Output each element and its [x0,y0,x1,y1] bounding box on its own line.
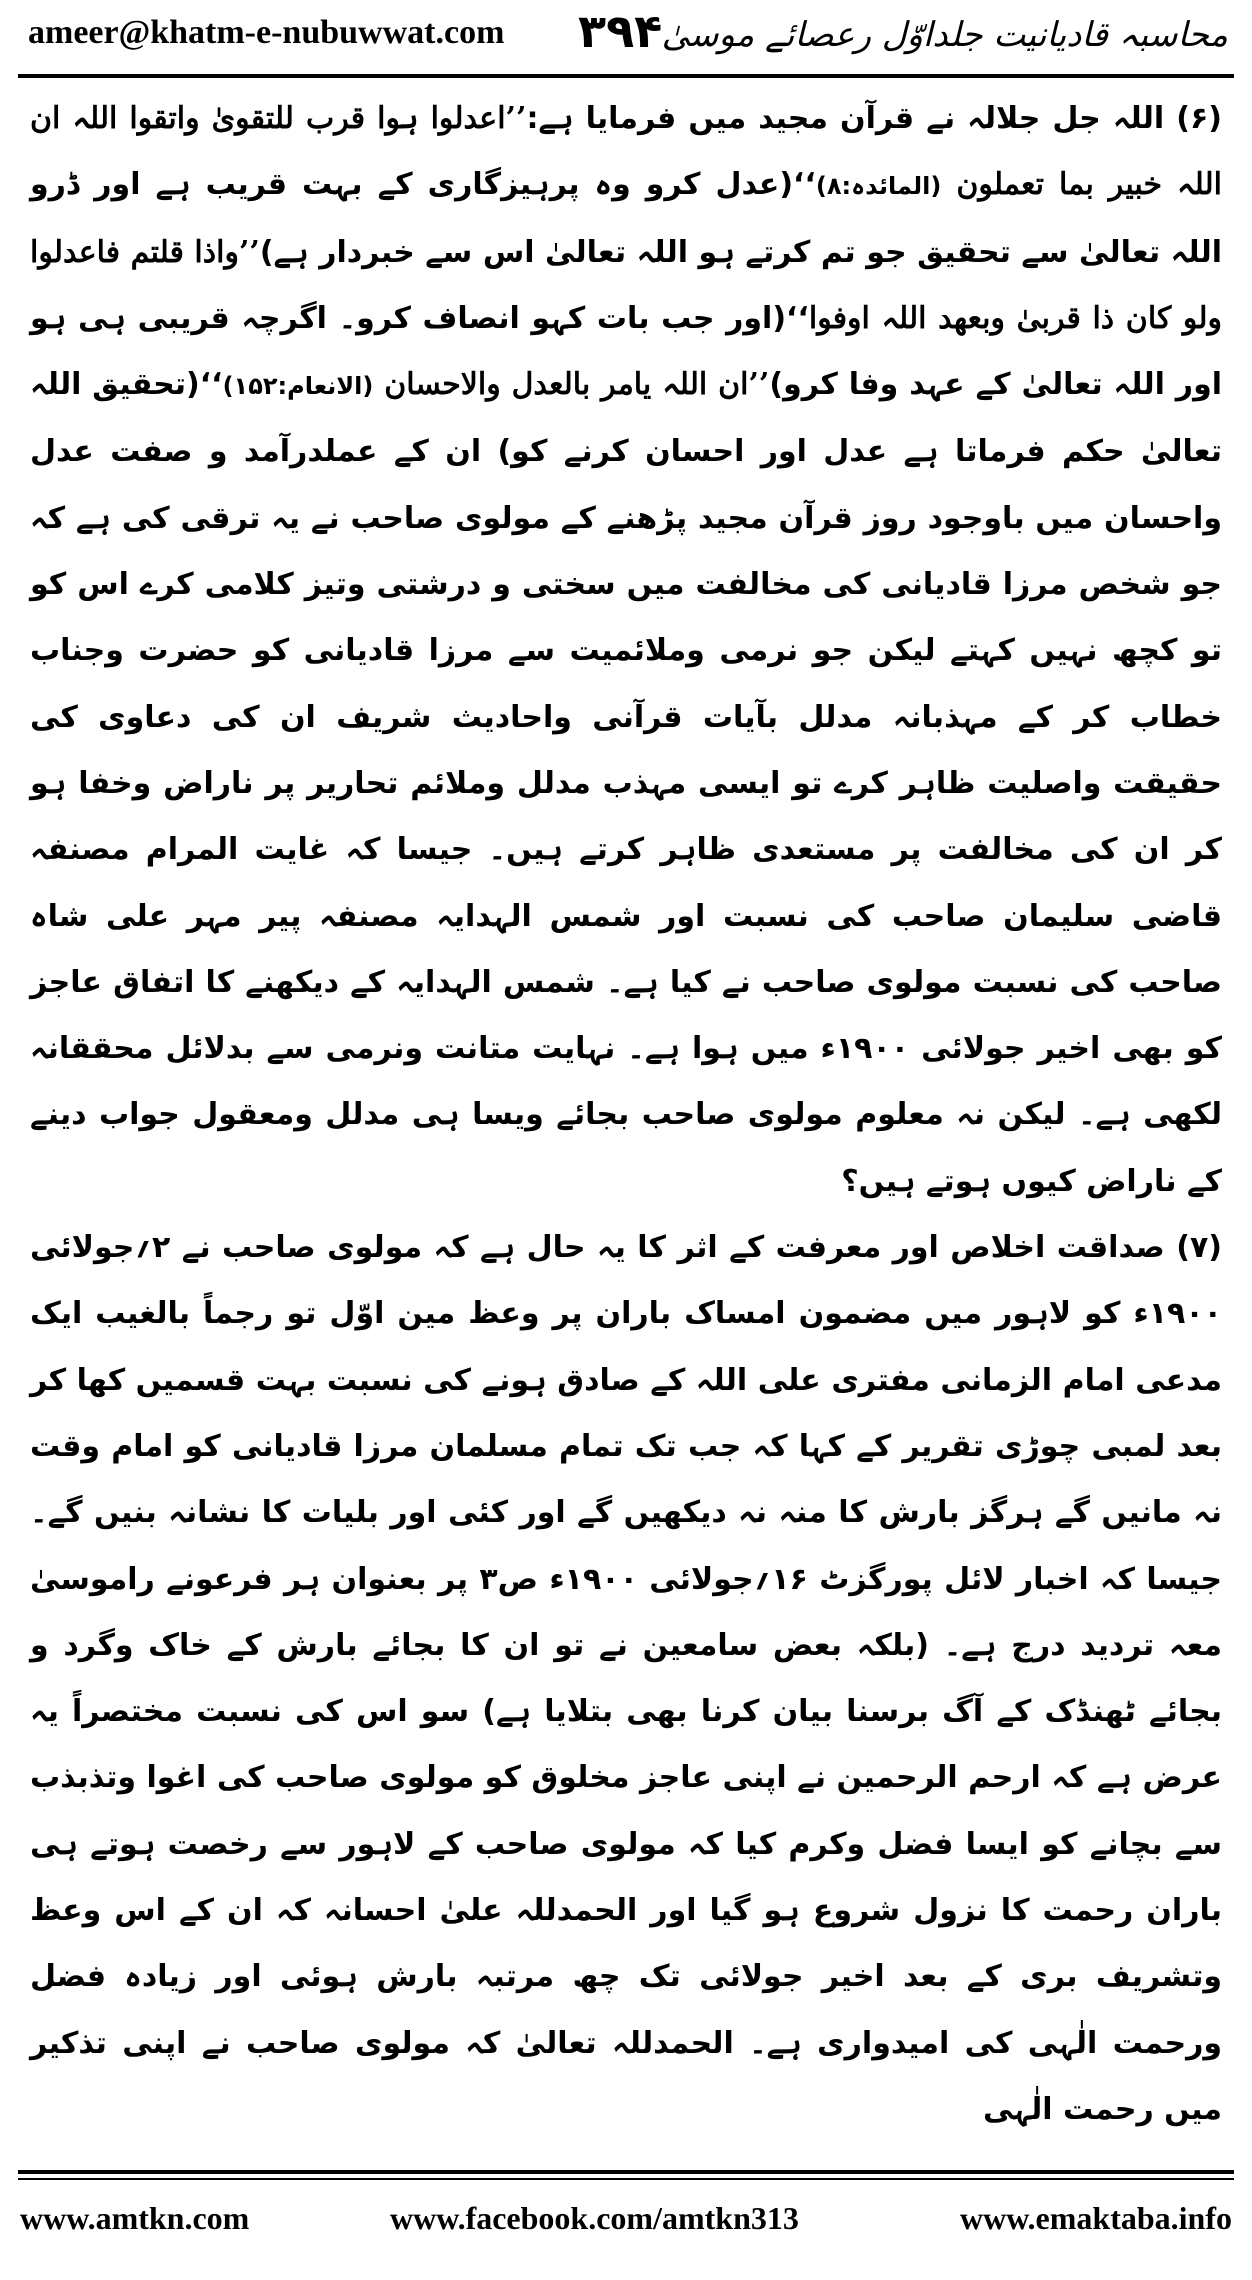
footer-rule [18,2170,1234,2174]
quran-quote-2: ’’واذا قلتم فاعدلوا ولو کان ذا قربیٰ وبعھد اللہ اوفوا [30,234,1222,336]
quran-quote-3: ’’ان اللہ یامر بالعدل والاحسان [384,367,770,403]
page-header [18,0,1234,72]
header-rule [18,74,1234,78]
paragraph-6-text-2: ‘‘(عدل کرو وہ پرہیزگاری کے بہت قریب ہے اور ڈرو اللہ تعالیٰ سے تحقیق جو تم کرتے ہو اللہ تعالیٰ اس سے خبردار ہے) [30,167,1223,270]
footer-link-amtkn[interactable]: www.amtkn.com [20,2200,250,2236]
header-email: ameer@khatm-e-nubuwwat.com [28,14,505,51]
paragraph-6-text-1: (۶) اللہ جل جلالہ نے قرآن مجید میں فرمایا ہے: [526,101,1222,136]
quran-reference-1: (المائدہ:۸) [815,172,942,201]
paragraph-6 [30,86,1222,1215]
paragraph-6-text-3: ‘‘(اور جب بات کہو انصاف کرو۔ اگرچہ قریبی ہی ہو اور اللہ تعالیٰ کے عہد وفا کرو) [30,300,1223,403]
page-number: ۳۹۴ [578,4,663,58]
quran-reference-2: (الانعام:۱۵۲) [222,372,374,401]
footer-rule-thin [18,2178,1234,2180]
page-body [30,86,1222,2168]
footer-link-facebook[interactable]: www.facebook.com/amtkn313 [390,2200,799,2236]
footer-link-emaktaba[interactable]: www.emaktaba.info [959,2200,1232,2236]
book-title: محاسبہ قادیانیت جلداوّل رعصائے موسیٰ [661,15,1228,55]
quran-quote-1: ’’اعدلوا ہوا قرب للتقویٰ واتقوا اللہ ان اللہ خبیر بما تعملون [30,101,1223,203]
paragraph-7: (۷) صداقت اخلاص اور معرفت کے اثر کا یہ حال ہے کہ مولوی صاحب نے ۲؍جولائی ۱۹۰۰ء کو لاہور میں مضمون امساک باران پر وعظ مین اوّل تو رجماً بالغیب ایک مدعی امام الزمانی مفتری علی اللہ کے صادق ہونے کی نسبت بہت قسمیں کھا کر بعد لمبی چوڑی تقریر کے کہا کہ جب تک تمام مسلمان مرزا قادیانی کو امام وقت نہ مانیں گے ہرگز بارش کا منہ نہ دیکھیں گے اور کئی اور بلیات کا نشانہ بنیں گے۔ جیسا کہ اخبار لائل پورگزٹ ۱۶؍جولائی ۱۹۰۰ء ص۳ پر بعنوان ہر فرعونے راموسیٰ معہ تردید درج ہے۔ (بلکہ بعض سامعین نے تو ان کا بجائے بارش کے خاک وگرد و بجائے ٹھنڈک کے آگ برسنا بیان کرنا بھی بتلایا ہے) سو اس کی نسبت مختصراً یہ عرض ہے کہ ارحم الرحمین نے اپنی عاجز مخلوق کو مولوی صاحب کی اغوا وتذبذب سے بچانے کو ایسا فضل وکرم کیا کہ مولوی صاحب کے لاہور سے رخصت ہوتے ہی باران رحمت کا نزول شروع ہو گیا اور الحمدللہ علیٰ احسانہ کہ ان کے اس وعظ وتشریف بری کے بعد اخیر جولائی تک چھ مرتبہ بارش ہوئی اور زیادہ فضل ورحمت الٰہی کی امیدواری ہے۔ الحمدللہ تعالیٰ کہ مولوی صاحب نے اپنی تذکیر میں رحمت الٰہی [30,1230,1222,2127]
paragraph-6-text-4: ‘‘(تحقیق اللہ تعالیٰ حکم فرماتا ہے عدل اور احسان کرنے کو) ان کے عملدرآمد و صفت عدل واحسان میں باوجود روز قرآن مجید پڑھنے کے مولوی صاحب نے یہ ترقی کی ہے کہ جو شخص مرزا قادیانی کی مخالفت میں سختی و درشتی وتیز کلامی کرے اس کو تو کچھ نہیں کہتے لیکن جو نرمی وملائمیت سے مرزا قادیانی کو حضرت وجناب خطاب کر کے مہذبانہ مدلل بآیات قرآنی واحادیث شریف ان کی دعاوی کی حقیقت واصلیت ظاہر کرے تو ایسی مہذب مدلل وملائم تحاریر پر ناراض وخفا ہو کر ان کی مخالفت پر مستعدی ظاہر کرتے ہیں۔ جیسا کہ غایت المرام مصنفہ قاضی سلیمان صاحب کی نسبت اور شمس الہدایہ مصنفہ پیر مہر علی شاہ صاحب کی نسبت مولوی صاحب نے کیا ہے۔ شمس الہدایہ کے دیکھنے کا اتفاق عاجز کو بھی اخیر جولائی ۱۹۰۰ء میں ہوا ہے۔ نہایت متانت ونرمی سے بدلائل محققانہ لکھی ہے۔ لیکن نہ معلوم مولوی صاحب بجائے ویسا ہی مدلل ومعقول جواب دینے کے ناراض کیوں ہوتے ہیں؟ [30,367,1222,1199]
page-footer [20,2200,1232,2260]
